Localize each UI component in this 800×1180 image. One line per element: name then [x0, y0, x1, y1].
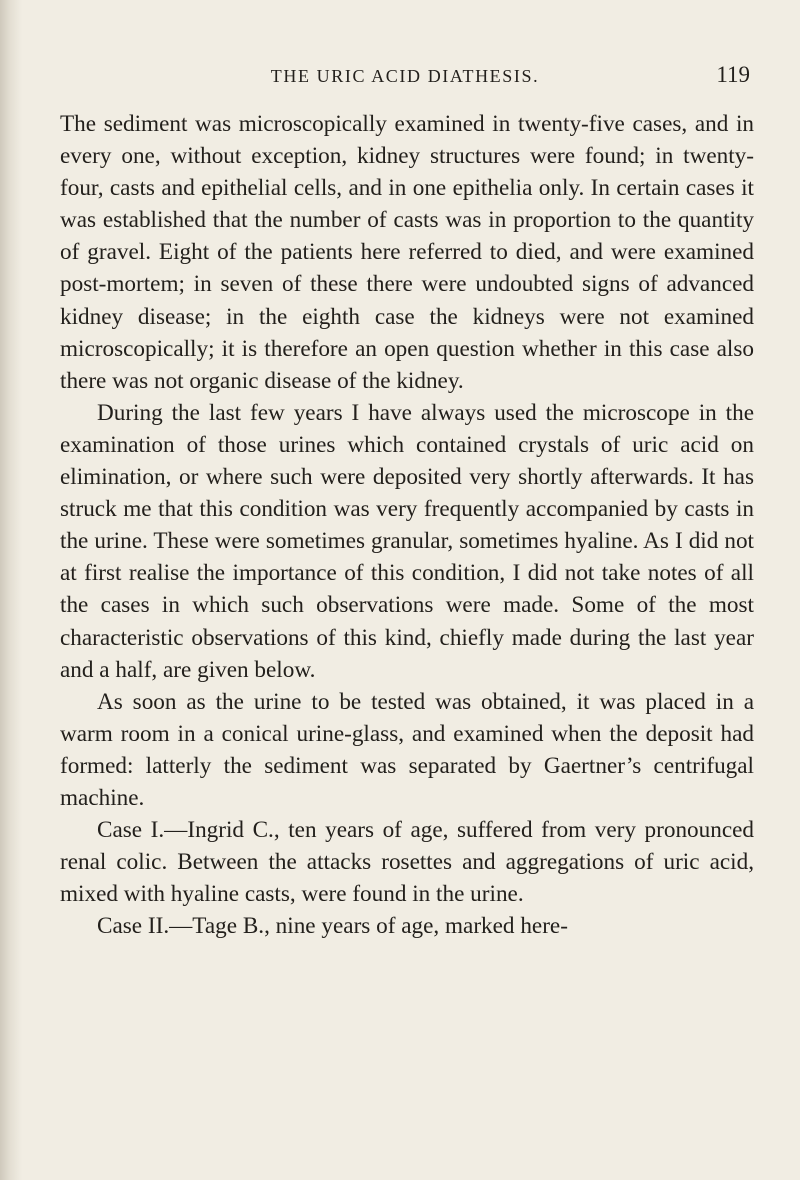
paragraph-1: The sediment was microscopically examined in twenty-five cases, and in every one, without exception, kidney structures were found; in twenty-four, casts and epithelial cells, and in one epithelia only. In certain cases it was established that the number of casts was in proportion to the quantity of gravel. Eight of the patients here referred to died, and were examined post-mortem; in seven of these there were undoubted signs of advanced kidney disease; in the eighth case the kidneys were not examined microscopically; it is therefore an open question whether in this case also there was not organic disease of the kidney.: [60, 111, 754, 394]
paragraph-3: As soon as the urine to be tested was obtained, it was placed in a warm room in a conical urine-glass, and examined when the deposit had formed: latterly the sediment was separated by Gaertner’s centrifugal machine.: [60, 688, 754, 811]
paragraph-case-1: Case I.—Ingrid C., ten years of age, suffered from very pronounced renal colic. Between the attacks rosettes and aggregations of uric acid, mixed with hyaline casts, were found in the urine.: [60, 817, 754, 908]
paragraph-case-2: Case II.—Tage B., nine years of age, marked here-: [97, 913, 568, 940]
paragraph-2: During the last few years I have always used the microscope in the examination of those urines which contained crystals of uric acid on elimination, or where such were deposited very shortly afterwards. It has struck me that this condition was very frequently accompanied by casts in the urine. These were sometimes granular, sometimes hyaline. As I did not at first realise the importance of this condition, I did not take notes of all the cases in which such observations were made. Some of the most characteristic observations of this kind, chiefly made during the last year and a half, are given below.: [60, 399, 754, 683]
body-text: [60, 108, 754, 942]
page-number: 119: [716, 62, 750, 87]
running-title: THE URIC ACID DIATHESIS.: [270, 66, 540, 86]
running-head: [60, 58, 750, 92]
